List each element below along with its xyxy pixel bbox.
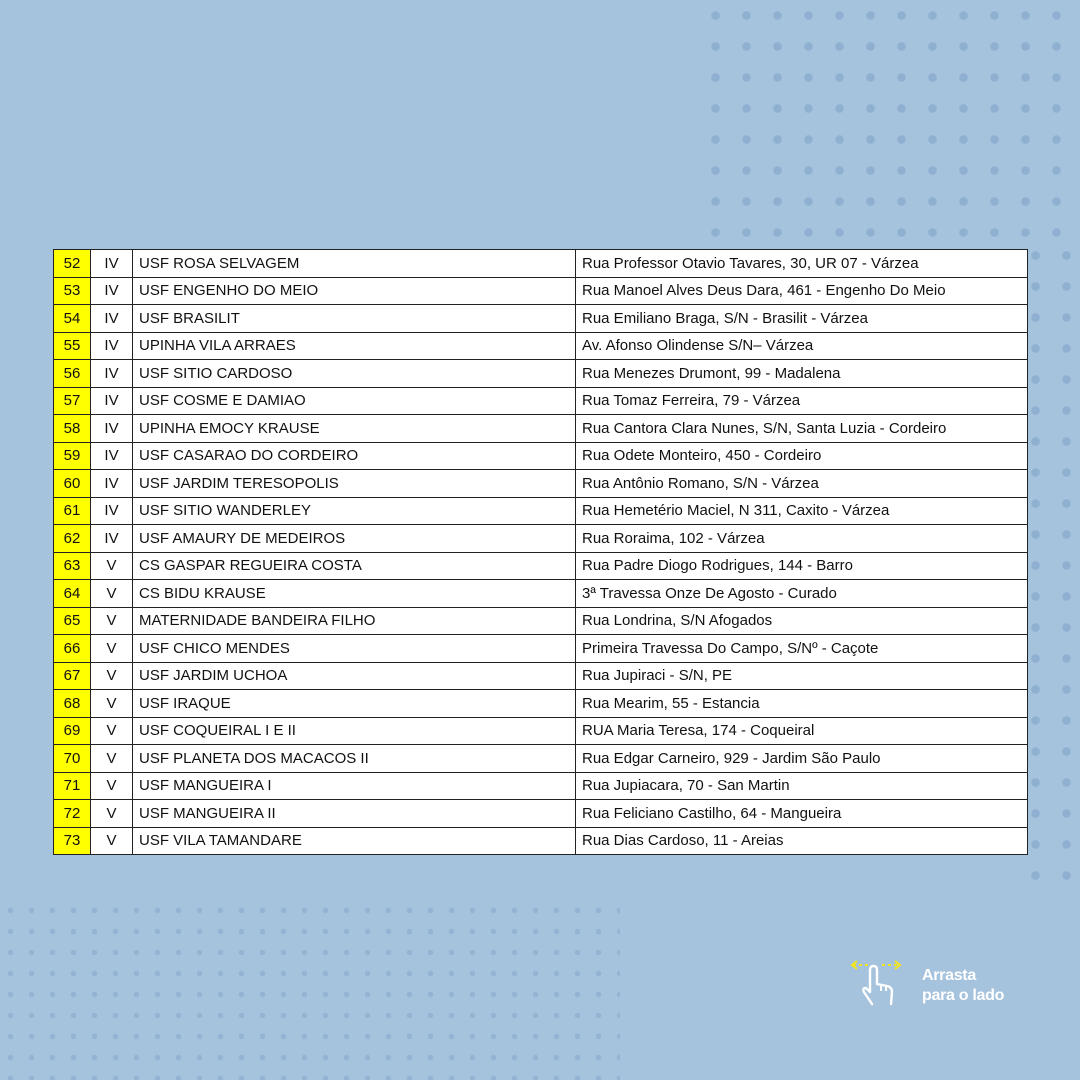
row-number-cell: 64: [54, 580, 91, 608]
address-cell: Rua Antônio Romano, S/N - Várzea: [576, 470, 1028, 498]
unit-name-cell: USF VILA TAMANDARE: [133, 827, 576, 855]
address-cell: Rua Londrina, S/N Afogados: [576, 607, 1028, 635]
district-cell: IV: [91, 525, 133, 553]
unit-name-cell: CS BIDU KRAUSE: [133, 580, 576, 608]
district-cell: IV: [91, 470, 133, 498]
unit-name-cell: USF CHICO MENDES: [133, 635, 576, 663]
swipe-hand-icon: [850, 958, 904, 1012]
unit-name-cell: USF MANGUEIRA II: [133, 800, 576, 828]
table-row: [54, 332, 1028, 360]
address-cell: Rua Emiliano Braga, S/N - Brasilit - Várzea: [576, 305, 1028, 333]
row-number-cell: 65: [54, 607, 91, 635]
address-cell: Rua Cantora Clara Nunes, S/N, Santa Luzia - Cordeiro: [576, 415, 1028, 443]
district-cell: V: [91, 745, 133, 773]
unit-name-cell: USF AMAURY DE MEDEIROS: [133, 525, 576, 553]
row-number-cell: 69: [54, 717, 91, 745]
district-cell: IV: [91, 360, 133, 388]
decorative-dots-top: [700, 0, 1080, 240]
row-number-cell: 56: [54, 360, 91, 388]
swipe-hint-text: [922, 966, 1004, 1006]
table-row: [54, 827, 1028, 855]
unit-name-cell: CS GASPAR REGUEIRA COSTA: [133, 552, 576, 580]
district-cell: V: [91, 662, 133, 690]
health-units-table: [53, 249, 1027, 855]
address-cell: Rua Roraima, 102 - Várzea: [576, 525, 1028, 553]
address-cell: Rua Dias Cardoso, 11 - Areias: [576, 827, 1028, 855]
unit-name-cell: UPINHA EMOCY KRAUSE: [133, 415, 576, 443]
address-cell: Rua Odete Monteiro, 450 - Cordeiro: [576, 442, 1028, 470]
row-number-cell: 72: [54, 800, 91, 828]
district-cell: V: [91, 690, 133, 718]
row-number-cell: 52: [54, 250, 91, 278]
district-cell: V: [91, 552, 133, 580]
unit-name-cell: USF BRASILIT: [133, 305, 576, 333]
row-number-cell: 70: [54, 745, 91, 773]
row-number-cell: 60: [54, 470, 91, 498]
address-cell: Av. Afonso Olindense S/N– Várzea: [576, 332, 1028, 360]
address-cell: 3ª Travessa Onze De Agosto - Curado: [576, 580, 1028, 608]
unit-name-cell: UPINHA VILA ARRAES: [133, 332, 576, 360]
unit-name-cell: USF ENGENHO DO MEIO: [133, 277, 576, 305]
address-cell: Rua Manoel Alves Deus Dara, 461 - Engenho Do Meio: [576, 277, 1028, 305]
address-cell: Rua Professor Otavio Tavares, 30, UR 07 - Várzea: [576, 250, 1028, 278]
table-row: [54, 607, 1028, 635]
address-cell: Rua Mearim, 55 - Estancia: [576, 690, 1028, 718]
district-cell: IV: [91, 387, 133, 415]
unit-name-cell: USF PLANETA DOS MACACOS II: [133, 745, 576, 773]
unit-name-cell: USF JARDIM TERESOPOLIS: [133, 470, 576, 498]
table-row: [54, 717, 1028, 745]
table-row: [54, 690, 1028, 718]
address-cell: Rua Edgar Carneiro, 929 - Jardim São Paulo: [576, 745, 1028, 773]
table-row: [54, 525, 1028, 553]
unit-name-cell: USF COSME E DAMIAO: [133, 387, 576, 415]
table-row: [54, 662, 1028, 690]
address-cell: Rua Hemetério Maciel, N 311, Caxito - Várzea: [576, 497, 1028, 525]
district-cell: IV: [91, 497, 133, 525]
address-cell: Rua Menezes Drumont, 99 - Madalena: [576, 360, 1028, 388]
row-number-cell: 73: [54, 827, 91, 855]
row-number-cell: 57: [54, 387, 91, 415]
row-number-cell: 68: [54, 690, 91, 718]
row-number-cell: 63: [54, 552, 91, 580]
unit-name-cell: USF ROSA SELVAGEM: [133, 250, 576, 278]
address-cell: Rua Feliciano Castilho, 64 - Mangueira: [576, 800, 1028, 828]
unit-name-cell: USF CASARAO DO CORDEIRO: [133, 442, 576, 470]
table-row: [54, 552, 1028, 580]
table-row: [54, 442, 1028, 470]
district-cell: V: [91, 635, 133, 663]
unit-name-cell: USF SITIO WANDERLEY: [133, 497, 576, 525]
table-row: [54, 470, 1028, 498]
table-row: [54, 497, 1028, 525]
row-number-cell: 59: [54, 442, 91, 470]
unit-name-cell: USF MANGUEIRA I: [133, 772, 576, 800]
unit-name-cell: USF SITIO CARDOSO: [133, 360, 576, 388]
table-row: [54, 635, 1028, 663]
district-cell: IV: [91, 442, 133, 470]
row-number-cell: 58: [54, 415, 91, 443]
unit-name-cell: MATERNIDADE BANDEIRA FILHO: [133, 607, 576, 635]
address-cell: Rua Padre Diogo Rodrigues, 144 - Barro: [576, 552, 1028, 580]
units-table: [53, 249, 1028, 855]
table-row: [54, 745, 1028, 773]
district-cell: V: [91, 580, 133, 608]
address-cell: RUA Maria Teresa, 174 - Coqueiral: [576, 717, 1028, 745]
unit-name-cell: USF IRAQUE: [133, 690, 576, 718]
table-row: [54, 277, 1028, 305]
district-cell: IV: [91, 305, 133, 333]
district-cell: IV: [91, 415, 133, 443]
row-number-cell: 62: [54, 525, 91, 553]
row-number-cell: 53: [54, 277, 91, 305]
district-cell: V: [91, 772, 133, 800]
address-cell: Rua Tomaz Ferreira, 79 - Várzea: [576, 387, 1028, 415]
unit-name-cell: USF COQUEIRAL I E II: [133, 717, 576, 745]
row-number-cell: 67: [54, 662, 91, 690]
row-number-cell: 61: [54, 497, 91, 525]
district-cell: V: [91, 827, 133, 855]
address-cell: Rua Jupiacara, 70 - San Martin: [576, 772, 1028, 800]
district-cell: V: [91, 717, 133, 745]
address-cell: Primeira Travessa Do Campo, S/Nº - Caçote: [576, 635, 1028, 663]
row-number-cell: 54: [54, 305, 91, 333]
unit-name-cell: USF JARDIM UCHOA: [133, 662, 576, 690]
district-cell: IV: [91, 277, 133, 305]
table-row: [54, 360, 1028, 388]
row-number-cell: 55: [54, 332, 91, 360]
decorative-dots-bottom: [0, 900, 620, 1080]
table-row: [54, 580, 1028, 608]
table-row: [54, 387, 1028, 415]
district-cell: V: [91, 800, 133, 828]
table-row: [54, 772, 1028, 800]
address-cell: Rua Jupiraci - S/N, PE: [576, 662, 1028, 690]
table-row: [54, 250, 1028, 278]
district-cell: IV: [91, 332, 133, 360]
swipe-hint-line2: para o lado: [922, 987, 1005, 1004]
row-number-cell: 66: [54, 635, 91, 663]
swipe-hint-line1: Arrasta: [922, 967, 976, 984]
table-body: [54, 250, 1028, 855]
swipe-hint: [850, 958, 1050, 1018]
decorative-dots-right: [1020, 240, 1080, 900]
district-cell: IV: [91, 250, 133, 278]
table-row: [54, 800, 1028, 828]
row-number-cell: 71: [54, 772, 91, 800]
table-row: [54, 415, 1028, 443]
table-row: [54, 305, 1028, 333]
district-cell: V: [91, 607, 133, 635]
